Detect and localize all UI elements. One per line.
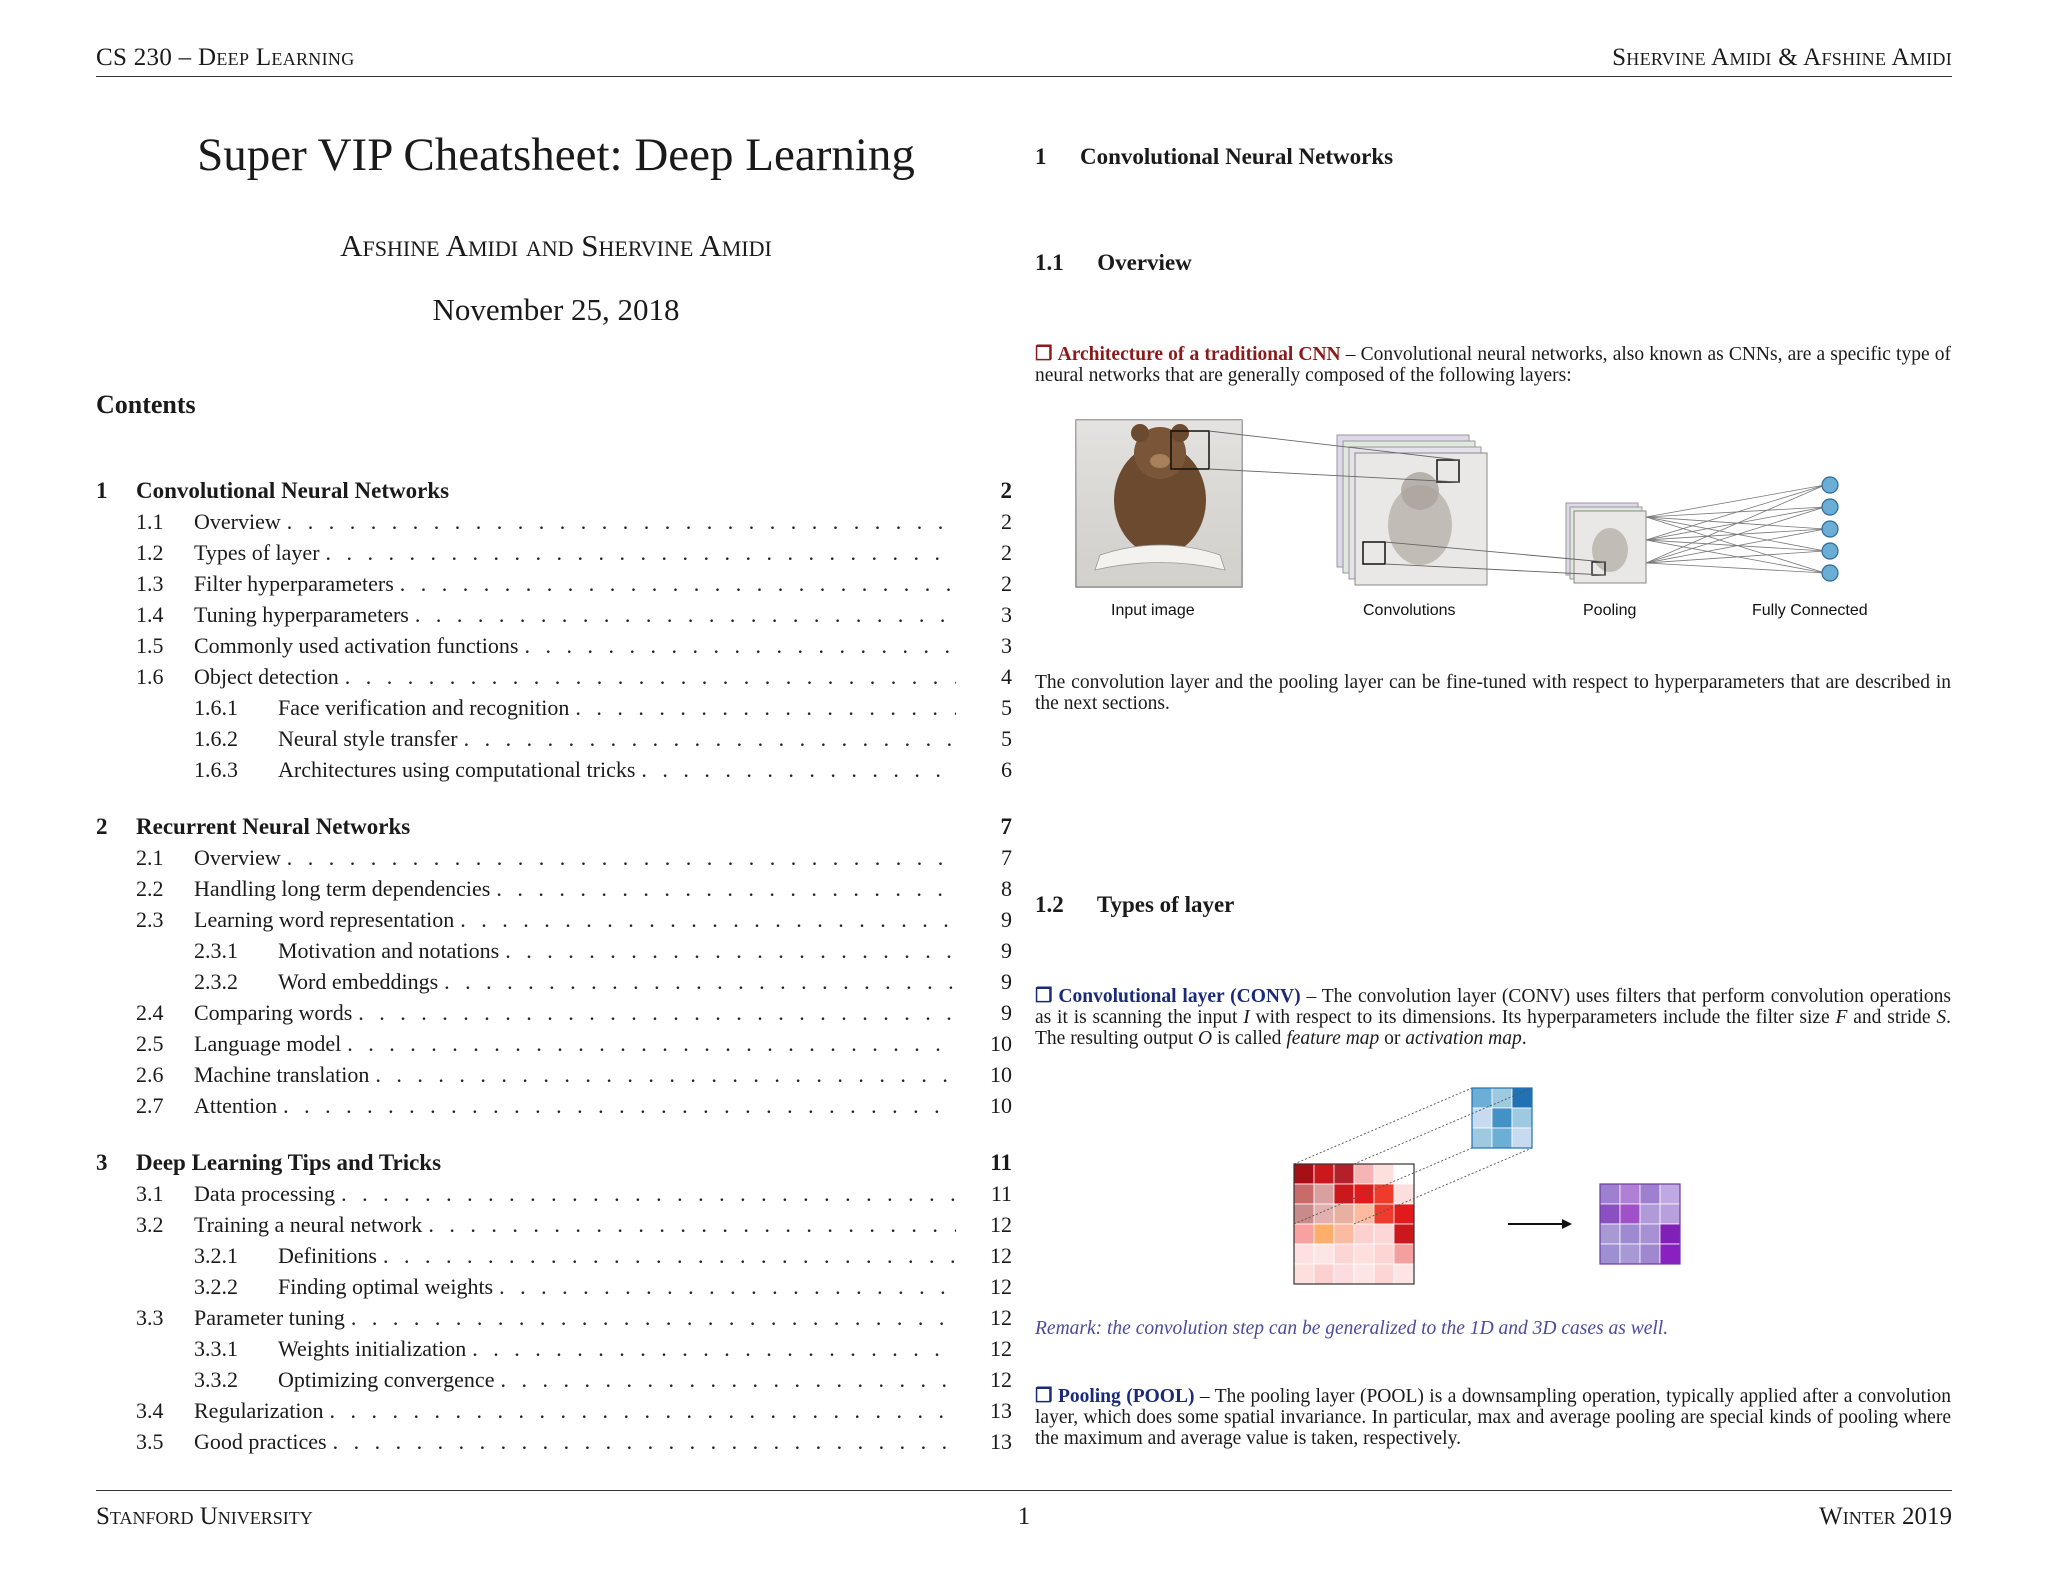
toc-leader-dots bbox=[496, 876, 956, 902]
toc-label: Motivation and notations bbox=[278, 938, 500, 963]
toc-number: 3.3.2 bbox=[194, 1367, 238, 1392]
toc-label: Data processing bbox=[194, 1181, 336, 1206]
toc-label: Face verification and recognition bbox=[278, 695, 570, 720]
toc-page-number: 8 bbox=[1001, 876, 1012, 901]
toc-entry[interactable] bbox=[96, 509, 1012, 539]
conv-text: – The convolution layer (CONV) uses filters that perform convolution operations as it is scanning the input bbox=[1035, 986, 1951, 1028]
toc-page-number: 7 bbox=[1001, 845, 1012, 870]
toc-entry[interactable] bbox=[96, 1429, 1012, 1459]
caption-fully-connected: Fully Connected bbox=[1752, 602, 1868, 619]
contents-heading: Contents bbox=[96, 390, 196, 419]
toc-number: 2.6 bbox=[136, 1062, 164, 1087]
checkbox-marker: ❒ bbox=[1035, 986, 1053, 1007]
toc-entry[interactable] bbox=[96, 1336, 1012, 1366]
subsection-number: 1.1 bbox=[1035, 250, 1064, 275]
toc-leader-dots bbox=[330, 1398, 956, 1424]
toc-label: Tuning hyperparameters bbox=[194, 602, 409, 627]
header-rule bbox=[96, 76, 1952, 77]
toc-label: Deep Learning Tips and Tricks bbox=[136, 1150, 442, 1175]
toc-label: Overview bbox=[194, 845, 281, 870]
footer-term: Winter 2019 bbox=[1819, 1503, 1952, 1530]
toc-page-number: 4 bbox=[1001, 664, 1012, 689]
toc-number: 2.3 bbox=[136, 907, 164, 932]
toc-label: Training a neural network bbox=[194, 1212, 423, 1237]
toc-page-number: 9 bbox=[1001, 907, 1012, 932]
toc-entry[interactable] bbox=[96, 540, 1012, 570]
toc-leader-dots bbox=[287, 509, 956, 535]
fc-node bbox=[1822, 477, 1838, 493]
toc-page-number: 5 bbox=[1001, 726, 1012, 751]
grid-cell bbox=[1492, 1108, 1512, 1128]
toc-number: 1.2 bbox=[136, 540, 164, 565]
toc-page-number: 12 bbox=[990, 1274, 1012, 1299]
toc-leader-dots bbox=[464, 726, 956, 752]
subsection-heading-1-2 bbox=[1035, 892, 1234, 918]
toc-page-number: 7 bbox=[1000, 814, 1012, 839]
grid-cell bbox=[1394, 1224, 1414, 1244]
grid-cell bbox=[1294, 1244, 1314, 1264]
caption-convolutions: Convolutions bbox=[1363, 602, 1456, 619]
toc-page-number: 13 bbox=[990, 1429, 1012, 1454]
toc-entry[interactable] bbox=[96, 1062, 1012, 1092]
toc-section-entry[interactable] bbox=[96, 1150, 1012, 1180]
toc-leader-dots bbox=[400, 571, 956, 597]
toc-page-number: 12 bbox=[990, 1243, 1012, 1268]
toc-leader-dots bbox=[283, 1093, 956, 1119]
toc-label: Language model bbox=[194, 1031, 342, 1056]
toc-entry[interactable] bbox=[96, 1367, 1012, 1397]
subsection-title: Overview bbox=[1097, 250, 1192, 275]
toc-leader-dots bbox=[341, 1181, 956, 1207]
grid-cell bbox=[1374, 1184, 1394, 1204]
conv-paragraph bbox=[1035, 986, 1951, 1049]
toc-entry[interactable] bbox=[96, 876, 1012, 906]
toc-number: 3.5 bbox=[136, 1429, 164, 1454]
conv-text: is called bbox=[1212, 1028, 1287, 1049]
conv-text: and stride bbox=[1847, 1007, 1937, 1028]
grid-cell bbox=[1640, 1204, 1660, 1224]
toc-page-number: 13 bbox=[990, 1398, 1012, 1423]
arrow-icon bbox=[1508, 1219, 1572, 1229]
grid-cell bbox=[1354, 1204, 1374, 1224]
convolution-stack bbox=[1337, 435, 1487, 585]
toc-number: 3.3 bbox=[136, 1305, 164, 1330]
toc-page-number: 2 bbox=[1001, 571, 1012, 596]
toc-leader-dots bbox=[383, 1243, 956, 1269]
grid-cell bbox=[1640, 1184, 1660, 1204]
grid-cell bbox=[1472, 1088, 1492, 1108]
date: November 25, 2018 bbox=[432, 292, 680, 327]
grid-cell bbox=[1294, 1184, 1314, 1204]
toc-entry[interactable] bbox=[96, 845, 1012, 875]
grid-cell bbox=[1334, 1164, 1354, 1184]
toc-leader-dots bbox=[500, 1367, 956, 1393]
cnn-architecture-figure bbox=[1060, 405, 1960, 630]
grid-cell bbox=[1620, 1224, 1640, 1244]
toc-number: 2.5 bbox=[136, 1031, 164, 1056]
footer-university: Stanford University bbox=[96, 1503, 313, 1530]
filter-grid bbox=[1472, 1088, 1532, 1148]
toc-number: 1.6.1 bbox=[194, 695, 238, 720]
page-number: 1 bbox=[1017, 1503, 1031, 1530]
toc-section-entry[interactable] bbox=[96, 478, 1012, 508]
toc-label: Architectures using computational tricks bbox=[278, 757, 636, 782]
pool-term: Pooling (POOL) bbox=[1057, 1386, 1195, 1407]
toc-label: Definitions bbox=[278, 1243, 377, 1268]
checkbox-marker: ❒ bbox=[1035, 1386, 1053, 1407]
toc-page-number: 2 bbox=[1001, 540, 1012, 565]
toc-number: 1.5 bbox=[136, 633, 164, 658]
toc-leader-dots bbox=[505, 938, 956, 964]
fully-connected-layer bbox=[1646, 477, 1838, 581]
toc-label: Filter hyperparameters bbox=[194, 571, 394, 596]
toc-entry[interactable] bbox=[96, 1000, 1012, 1030]
grid-cell bbox=[1600, 1224, 1620, 1244]
toc-entry[interactable] bbox=[96, 1305, 1012, 1335]
var-input: I bbox=[1243, 1007, 1250, 1028]
grid-cell bbox=[1600, 1244, 1620, 1264]
toc-label: Regularization bbox=[194, 1398, 324, 1423]
toc-number: 2.3.2 bbox=[194, 969, 238, 994]
toc-number: 3.2 bbox=[136, 1212, 164, 1237]
grid-cell bbox=[1660, 1244, 1680, 1264]
toc-leader-dots bbox=[375, 1062, 956, 1088]
toc-entry[interactable] bbox=[96, 907, 1012, 937]
var-filter-size: F bbox=[1835, 1007, 1848, 1028]
toc-entry[interactable] bbox=[96, 726, 1012, 756]
term-feature-map: feature map bbox=[1286, 1028, 1380, 1049]
grid-cell bbox=[1512, 1108, 1532, 1128]
toc-label: Neural style transfer bbox=[278, 726, 458, 751]
grid-cell bbox=[1660, 1204, 1680, 1224]
grid-cell bbox=[1660, 1184, 1680, 1204]
grid-cell bbox=[1294, 1264, 1314, 1284]
var-stride: S bbox=[1936, 1007, 1947, 1028]
toc-label: Attention bbox=[194, 1093, 278, 1118]
toc-page-number: 2 bbox=[1000, 478, 1012, 503]
grid-cell bbox=[1394, 1184, 1414, 1204]
toc-number: 1.4 bbox=[136, 602, 164, 627]
output-grid bbox=[1600, 1184, 1680, 1264]
toc-section-entry[interactable] bbox=[96, 814, 1012, 844]
toc-entry[interactable] bbox=[96, 938, 1012, 968]
toc-page-number: 10 bbox=[990, 1093, 1012, 1118]
toc-page-number: 11 bbox=[990, 1181, 1012, 1206]
toc-label: Finding optimal weights bbox=[278, 1274, 494, 1299]
toc-entry[interactable] bbox=[96, 1031, 1012, 1061]
arch-paragraph bbox=[1035, 344, 1951, 386]
toc-label: Convolutional Neural Networks bbox=[136, 478, 450, 503]
grid-cell bbox=[1354, 1164, 1374, 1184]
page-title: Super VIP Cheatsheet: Deep Learning bbox=[197, 129, 915, 181]
toc-label: Types of layer bbox=[194, 540, 320, 565]
toc-label: Recurrent Neural Networks bbox=[136, 814, 411, 839]
grid-cell bbox=[1334, 1264, 1354, 1284]
arch-term: Architecture of a traditional CNN bbox=[1057, 344, 1341, 365]
grid-cell bbox=[1620, 1204, 1640, 1224]
grid-cell bbox=[1640, 1224, 1660, 1244]
conv-term: Convolutional layer (CONV) bbox=[1058, 986, 1301, 1007]
grid-cell bbox=[1354, 1224, 1374, 1244]
toc-leader-dots bbox=[351, 1305, 956, 1331]
toc-label: Good practices bbox=[194, 1429, 327, 1454]
toc-page-number: 10 bbox=[990, 1062, 1012, 1087]
toc-page-number: 12 bbox=[990, 1305, 1012, 1330]
toc-number: 1.1 bbox=[136, 509, 164, 534]
conv-text: . bbox=[1521, 1028, 1527, 1049]
grid-cell bbox=[1472, 1108, 1492, 1128]
toc-label: Weights initialization bbox=[278, 1336, 467, 1361]
toc-number: 3.1 bbox=[136, 1181, 164, 1206]
grid-cell bbox=[1294, 1204, 1314, 1224]
grid-cell bbox=[1334, 1244, 1354, 1264]
conv-text: . The resulting output bbox=[1035, 1007, 1952, 1049]
toc-entry[interactable] bbox=[96, 1274, 1012, 1304]
grid-cell bbox=[1472, 1128, 1492, 1148]
fc-node bbox=[1822, 543, 1838, 559]
toc-leader-dots bbox=[460, 907, 956, 933]
toc-entry[interactable] bbox=[96, 969, 1012, 999]
toc-label: Machine translation bbox=[194, 1062, 370, 1087]
toc-label: Comparing words bbox=[194, 1000, 353, 1025]
grid-cell bbox=[1334, 1184, 1354, 1204]
toc-number: 1.6.2 bbox=[194, 726, 238, 751]
toc-label: Object detection bbox=[194, 664, 339, 689]
toc-number: 3.2.2 bbox=[194, 1274, 238, 1299]
fc-node bbox=[1822, 565, 1838, 581]
grid-cell bbox=[1600, 1204, 1620, 1224]
toc-number: 2.2 bbox=[136, 876, 164, 901]
toc-entry[interactable] bbox=[96, 1398, 1012, 1428]
toc-leader-dots bbox=[333, 1429, 956, 1455]
toc-entry[interactable] bbox=[96, 695, 1012, 725]
toc-number: 3.2.1 bbox=[194, 1243, 238, 1268]
after-figure-paragraph: The convolution layer and the pooling layer can be fine-tuned with respect to hyperparameters that are described in the next sections. bbox=[1035, 672, 1951, 714]
toc-page-number: 10 bbox=[990, 1031, 1012, 1056]
toc-label: Learning word representation bbox=[194, 907, 455, 932]
footer-rule bbox=[96, 1490, 1952, 1491]
term-activation-map: activation map bbox=[1405, 1028, 1522, 1049]
toc-entry[interactable] bbox=[96, 571, 1012, 601]
toc-page-number: 9 bbox=[1001, 1000, 1012, 1025]
toc-page-number: 12 bbox=[990, 1367, 1012, 1392]
grid-cell bbox=[1374, 1164, 1394, 1184]
toc-number: 1 bbox=[96, 478, 108, 503]
toc-entry[interactable] bbox=[96, 1243, 1012, 1273]
toc-number: 3 bbox=[96, 1150, 108, 1175]
toc-number: 2.3.1 bbox=[194, 938, 238, 963]
section-heading-1 bbox=[1035, 144, 1393, 170]
toc-number: 3.4 bbox=[136, 1398, 164, 1423]
toc-leader-dots bbox=[472, 1336, 956, 1362]
toc-label: Overview bbox=[194, 509, 281, 534]
toc-number: 2.1 bbox=[136, 845, 164, 870]
toc-leader-dots bbox=[347, 1031, 956, 1057]
header-authors: Shervine Amidi & Afshine Amidi bbox=[1612, 44, 1952, 71]
grid-cell bbox=[1314, 1164, 1334, 1184]
grid-cell bbox=[1512, 1088, 1532, 1108]
grid-cell bbox=[1620, 1244, 1640, 1264]
caption-pooling: Pooling bbox=[1583, 602, 1637, 619]
toc-page-number: 5 bbox=[1001, 695, 1012, 720]
grid-cell bbox=[1640, 1244, 1660, 1264]
toc-leader-dots bbox=[345, 664, 956, 690]
grid-cell bbox=[1394, 1204, 1414, 1224]
toc-entry[interactable] bbox=[96, 1093, 1012, 1123]
pool-text: – The pooling layer (POOL) is a downsampling operation, typically applied after a convolution layer, which does some spatial invariance. In particular, max and average pooling are special kinds of pooling where the maximum and average value is taken, respectively. bbox=[1035, 1386, 1952, 1449]
arch-text: – Convolutional neural networks, also known as CNNs, are a specific type of neural networks that are generally composed of the following layers: bbox=[1035, 344, 1952, 386]
toc-leader-dots bbox=[499, 1274, 956, 1300]
input-image bbox=[1076, 420, 1242, 587]
grid-cell bbox=[1600, 1184, 1620, 1204]
grid-cell bbox=[1394, 1244, 1414, 1264]
grid-cell bbox=[1620, 1184, 1640, 1204]
section-number: 1 bbox=[1035, 144, 1047, 169]
grid-cell bbox=[1294, 1224, 1314, 1244]
grid-cell bbox=[1374, 1264, 1394, 1284]
checkbox-marker: ❒ bbox=[1035, 344, 1053, 365]
conv-text: with respect to its dimensions. Its hyperparameters include the filter size bbox=[1249, 1007, 1836, 1028]
fc-node bbox=[1822, 499, 1838, 515]
toc-leader-dots bbox=[358, 1000, 956, 1026]
subsection-title: Types of layer bbox=[1096, 892, 1235, 917]
toc-entry[interactable] bbox=[96, 1181, 1012, 1211]
toc-entry[interactable] bbox=[96, 602, 1012, 632]
grid-cell bbox=[1354, 1244, 1374, 1264]
toc-page-number: 11 bbox=[990, 1150, 1012, 1175]
authors-text: Afshine Amidi and Shervine Amidi bbox=[340, 228, 772, 263]
pooling-stack bbox=[1566, 503, 1646, 583]
grid-cell bbox=[1314, 1244, 1334, 1264]
grid-cell bbox=[1660, 1224, 1680, 1244]
toc-page-number: 2 bbox=[1001, 509, 1012, 534]
toc-entry[interactable] bbox=[96, 633, 1012, 663]
var-output: O bbox=[1198, 1028, 1213, 1049]
grid-cell bbox=[1394, 1264, 1414, 1284]
toc-page-number: 9 bbox=[1001, 938, 1012, 963]
grid-cell bbox=[1374, 1244, 1394, 1264]
toc-label: Word embeddings bbox=[278, 969, 439, 994]
grid-cell bbox=[1492, 1128, 1512, 1148]
toc-page-number: 3 bbox=[1001, 633, 1012, 658]
grid-cell bbox=[1374, 1224, 1394, 1244]
header-course: CS 230 – Deep Learning bbox=[96, 44, 355, 71]
toc-number: 2.4 bbox=[136, 1000, 164, 1025]
toc-leader-dots bbox=[415, 602, 956, 628]
grid-cell bbox=[1294, 1164, 1314, 1184]
toc-entry[interactable] bbox=[96, 664, 1012, 694]
grid-cell bbox=[1394, 1164, 1414, 1184]
toc-number: 3.3.1 bbox=[194, 1336, 238, 1361]
conv-text: or bbox=[1379, 1028, 1406, 1049]
authors bbox=[96, 228, 1016, 264]
toc-page-number: 12 bbox=[990, 1336, 1012, 1361]
toc-label: Optimizing convergence bbox=[278, 1367, 495, 1392]
pool-paragraph bbox=[1035, 1386, 1951, 1449]
fc-node bbox=[1822, 521, 1838, 537]
subsection-heading-1-1 bbox=[1035, 250, 1192, 276]
toc-leader-dots bbox=[444, 969, 956, 995]
section-title: Convolutional Neural Networks bbox=[1080, 144, 1394, 169]
toc-number: 2 bbox=[96, 814, 108, 839]
toc-label: Parameter tuning bbox=[194, 1305, 345, 1330]
grid-cell bbox=[1314, 1224, 1334, 1244]
toc-leader-dots bbox=[575, 695, 956, 721]
grid-cell bbox=[1512, 1128, 1532, 1148]
toc-leader-dots bbox=[641, 757, 956, 783]
toc-page-number: 9 bbox=[1001, 969, 1012, 994]
toc-page-number: 12 bbox=[990, 1212, 1012, 1237]
toc-leader-dots bbox=[428, 1212, 956, 1238]
toc-number: 2.7 bbox=[136, 1093, 164, 1118]
toc-label: Commonly used activation functions bbox=[194, 633, 519, 658]
grid-cell bbox=[1314, 1184, 1334, 1204]
toc-leader-dots bbox=[524, 633, 956, 659]
toc-entry[interactable] bbox=[96, 757, 1012, 787]
toc-number: 1.3 bbox=[136, 571, 164, 596]
toc-leader-dots bbox=[326, 540, 956, 566]
toc-entry[interactable] bbox=[96, 1212, 1012, 1242]
toc-page-number: 6 bbox=[1001, 757, 1012, 782]
toc-number: 1.6.3 bbox=[194, 757, 238, 782]
grid-cell bbox=[1314, 1264, 1334, 1284]
toc-page-number: 3 bbox=[1001, 602, 1012, 627]
toc-leader-dots bbox=[287, 845, 956, 871]
grid-cell bbox=[1354, 1264, 1374, 1284]
subsection-number: 1.2 bbox=[1035, 892, 1064, 917]
convolution-figure bbox=[1280, 1080, 1720, 1295]
toc-label: Handling long term dependencies bbox=[194, 876, 491, 901]
toc-number: 1.6 bbox=[136, 664, 164, 689]
grid-cell bbox=[1334, 1224, 1354, 1244]
grid-cell bbox=[1334, 1204, 1354, 1224]
caption-input-image: Input image bbox=[1111, 602, 1195, 619]
remark: Remark: the convolution step can be generalized to the 1D and 3D cases as well. bbox=[1035, 1318, 1669, 1339]
